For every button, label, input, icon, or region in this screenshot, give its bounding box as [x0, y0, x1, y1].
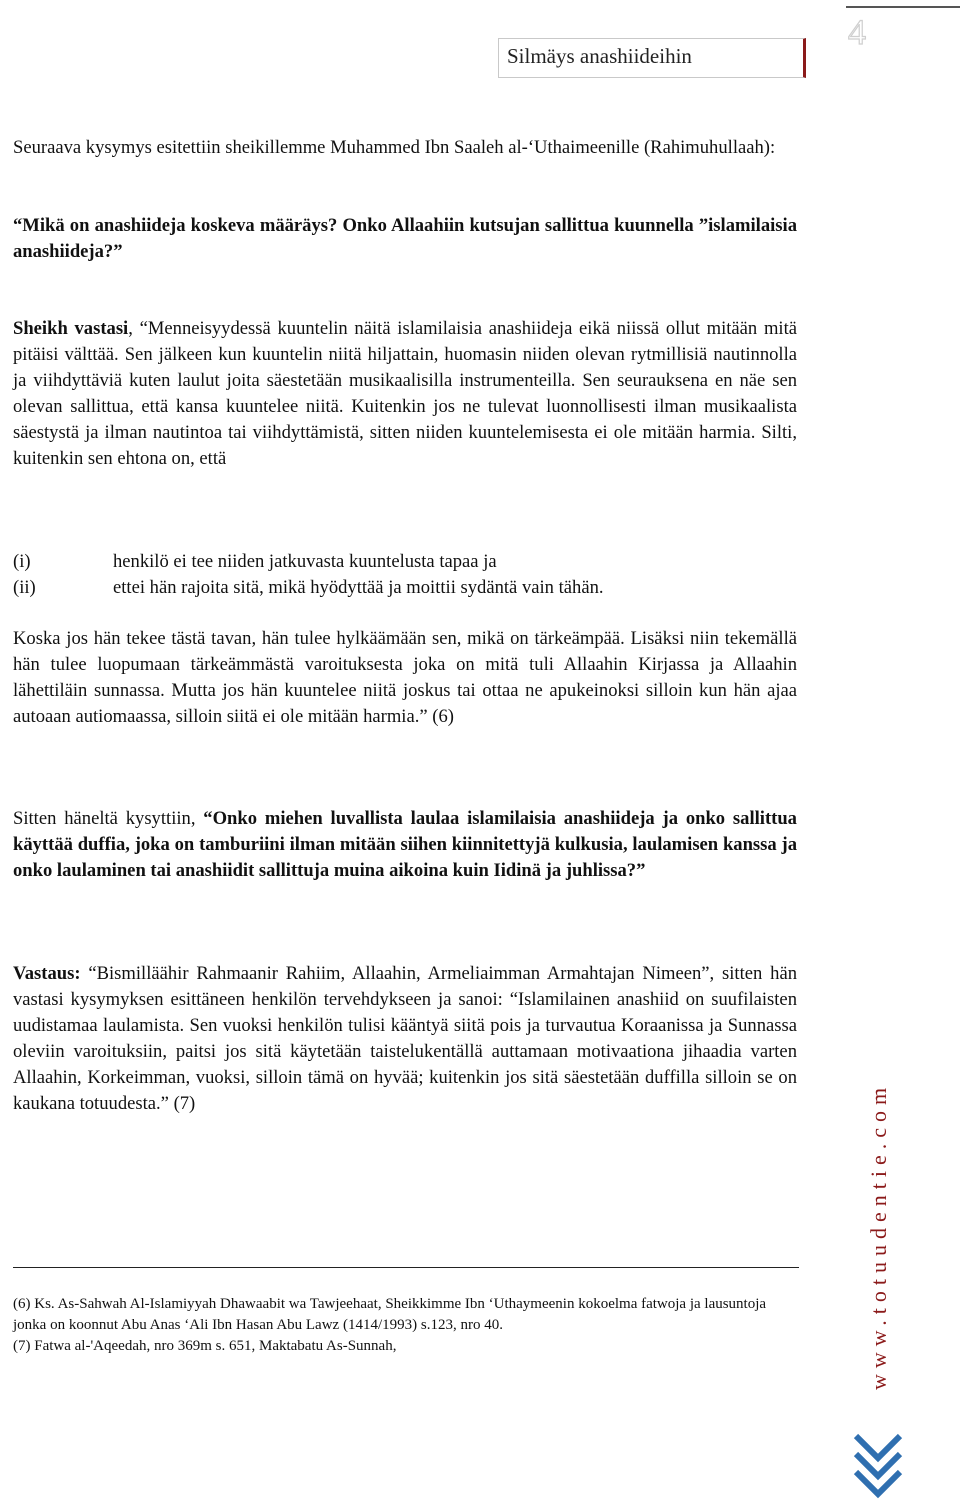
answer-1-body: , “Menneisyydessä kuuntelin näitä islamilaisia anashiideja eikä niissä ollut mitään mitä pitäisi välttää. Sen jälkeen kun kuuntelin niitä hiljattain, huomasin niiden olevan rytmillisiä nautinnolla ja viihdyttäviä kuten laulut joita säestetään musikaalisilla instrumenteilla. Sen seurauksena en näe sen olevan sallittua, että kansa kuuntelee niitä. Kuitenkin jos ne tulevat luonnollisesti ilman musikaalista säestystä ja ilman nautintoa tai viihdyttämistä, sitten niiden kuuntelemisesta ei ole mitään harmia. Silti, kuitenkin sen ehtona on, että — [13, 318, 797, 469]
top-rule — [846, 6, 960, 8]
footnote-divider — [13, 1267, 799, 1268]
answer-2-body: “Bismilläähir Rahmaanir Rahiim, Allaahin, Armeliaimman Armahtajan Nimeen”, sitten hän vastasi kysymyksen esittäneen henkilön tervehdykseen ja sanoi: “Islamilainen anashiid on suufilaisten uudistamaa laulamista. Sen vuoksi henkilön tulisi kääntyä siitä pois ja turvautua Koraanissa ja Sunnassa oleviin varoituksiin, paitsi jos sitä käytetään taistelukentällä auttamaan motivaationa jihaadia varten Allaahin, Korkeimman, vuoksi, silloin tämä on hyvää; kuitenkin jos sitä säestetään duffilla silloin se on kaukana totuudesta.” (7) — [13, 963, 797, 1114]
chevron-down-logo-icon — [852, 1432, 904, 1502]
answer-1 — [13, 316, 797, 472]
intro-paragraph: Seuraava kysymys esitettiin sheikillemme Muhammed Ibn Saaleh al-‘Uthaimeenille (Rahimuhullaah): — [13, 137, 776, 158]
question-2-bold: “Onko miehen luvallista laulaa islamilaisia anashiideja ja onko sallittua käyttää duffia, joka on tamburiini ilman mitään siihen kiinnitettyjä kulkusia, laulamisen kanssa ja onko laulaminen tai anashiidit sallittuja muina aikoina kuin Iidinä ja juhlissa?” — [13, 808, 797, 881]
conditions-list — [13, 549, 797, 601]
header-title: Silmäys anashiideihin — [507, 44, 692, 68]
continuation-paragraph: Koska jos hän tekee tästä tavan, hän tulee hylkäämään sen, mikä on tärkeämpää. Lisäksi niin tekemällä hän tulee luopumaan tärkeämmästä varoituksesta joka on mitä tuli Allaahin Kirjassa ja Allaahin lähettiläin sunnassa. Mutta jos hän kuuntelee niitä joskus tai ottaa ne apukeinoksi silloin kun hän ajaa autoaan autiomaassa, silloin siitä ei ole mitään harmia.” (6) — [13, 628, 797, 727]
side-url-watermark: www.totuudentie.com — [866, 1081, 891, 1390]
question-2 — [13, 806, 797, 884]
page-number-graphic — [846, 12, 886, 48]
condition-text: ettei hän rajoita sitä, mikä hyödyttää ja moittii sydäntä vain tähän. — [113, 577, 604, 598]
condition-text: henkilö ei tee niiden jatkuvasta kuuntelusta tapaa ja — [113, 551, 497, 572]
condition-item — [13, 549, 797, 575]
answer-2-lead: Vastaus: — [13, 963, 81, 984]
question-2-lead: Sitten häneltä kysyttiin, — [13, 808, 204, 829]
condition-number: (i) — [13, 551, 31, 572]
page-number: 4 — [848, 12, 866, 48]
footnote-6: (6) Ks. As-Sahwah Al-Islamiyyah Dhawaabit wa Tawjeehaat, Sheikkimme Ibn ‘Uthaymeenin kokoelma fatwoja ja lausuntoja jonka on koonnut Abu Anas ‘Ali Ibn Hasan Abu Lawz (1414/1993) s.123, nro 40. — [13, 1296, 767, 1333]
question-1: “Mikä on anashiideja koskeva määräys? Onko Allaahiin kutsujan sallittua kuunnella ”islamilaisia anashiideja?” — [13, 215, 797, 262]
answer-2 — [13, 961, 797, 1117]
condition-number: (ii) — [13, 577, 36, 598]
footnote-7: (7) Fatwa al-'Aqeedah, nro 369m s. 651, Maktabatu As-Sunnah, — [13, 1338, 397, 1354]
footnotes — [13, 1294, 799, 1357]
condition-item — [13, 575, 797, 601]
answer-1-lead: Sheikh vastasi — [13, 318, 129, 339]
